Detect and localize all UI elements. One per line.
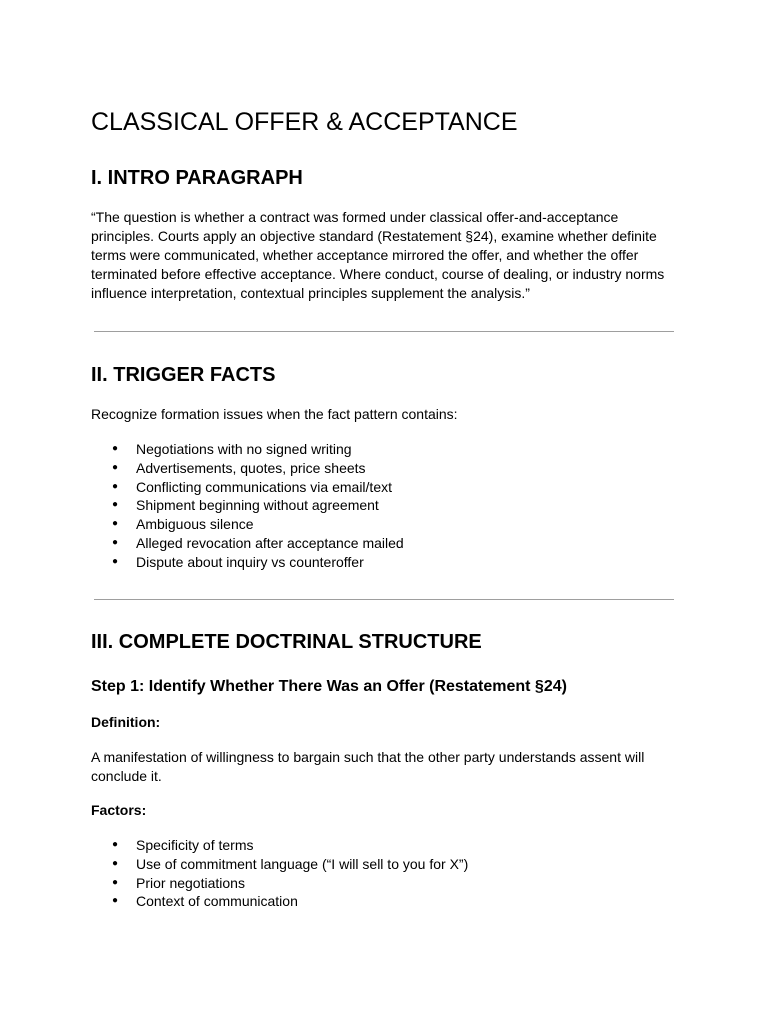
bullet-icon: ● (112, 876, 119, 888)
step-1-heading: Step 1: Identify Whether There Was an Offer (Restatement §24) (91, 678, 567, 695)
list-item (91, 534, 404, 553)
list-item (91, 459, 404, 478)
list-item-text: Specificity of terms (136, 837, 254, 853)
bullet-icon: ● (112, 518, 119, 530)
intro-paragraph: “The question is whether a contract was formed under classical offer-and-acceptance principles. Courts apply an objective standard (Restatement §24), examine whether definite terms were communicated, whether acceptance mirrored the offer, and whether the offer terminated before effective acceptance. Where conduct, course of dealing, or industry norms influence interpretation, contextual principles supplement the analysis.” (91, 209, 665, 301)
factors-list (91, 836, 468, 911)
list-item-text: Context of communication (136, 893, 298, 910)
section-heading-intro: I. INTRO PARAGRAPH (91, 167, 303, 189)
list-item-text: Advertisements, quotes, price sheets (136, 459, 366, 476)
list-item-text: Alleged revocation after acceptance mailed (136, 534, 404, 551)
section-heading-doctrinal: III. COMPLETE DOCTRINAL STRUCTURE (91, 631, 482, 653)
section-heading-trigger-facts: II. TRIGGER FACTS (91, 364, 276, 386)
document-title: CLASSICAL OFFER & ACCEPTANCE (91, 108, 518, 136)
bullet-icon: ● (112, 461, 119, 473)
list-item (91, 553, 404, 572)
list-item (91, 440, 404, 459)
list-item-text: Dispute about inquiry vs counteroffer (136, 553, 364, 570)
bullet-icon: ● (112, 480, 119, 492)
section-divider (94, 599, 674, 600)
list-item-text: Ambiguous silence (136, 516, 254, 533)
bullet-icon: ● (112, 857, 119, 869)
list-item-text: Shipment beginning without agreement (136, 497, 379, 514)
list-item (91, 855, 468, 874)
bullet-icon: ● (112, 443, 119, 454)
trigger-facts-lead: Recognize formation issues when the fact pattern contains: (91, 406, 458, 422)
section-divider (94, 331, 674, 332)
list-item-text: Negotiations with no signed writing (136, 441, 352, 457)
list-item (91, 874, 468, 893)
bullet-icon: ● (112, 895, 119, 907)
definition-label: Definition: (91, 714, 161, 730)
list-item (91, 515, 404, 534)
bullet-icon: ● (112, 555, 119, 567)
list-item (91, 478, 404, 497)
trigger-facts-list (91, 440, 404, 572)
list-item (91, 892, 468, 911)
list-item (91, 836, 468, 855)
list-item-text: Use of commitment language (“I will sell to you for X”) (136, 855, 469, 872)
bullet-icon: ● (112, 536, 119, 548)
list-item (91, 496, 404, 515)
definition-text: A manifestation of willingness to bargain such that the other party understands assent will conclude it. (91, 749, 645, 784)
bullet-icon: ● (112, 839, 119, 850)
list-item-text: Prior negotiations (136, 874, 245, 891)
list-item-text: Conflicting communications via email/text (136, 478, 392, 495)
bullet-icon: ● (112, 499, 119, 511)
factors-label: Factors: (91, 802, 147, 818)
